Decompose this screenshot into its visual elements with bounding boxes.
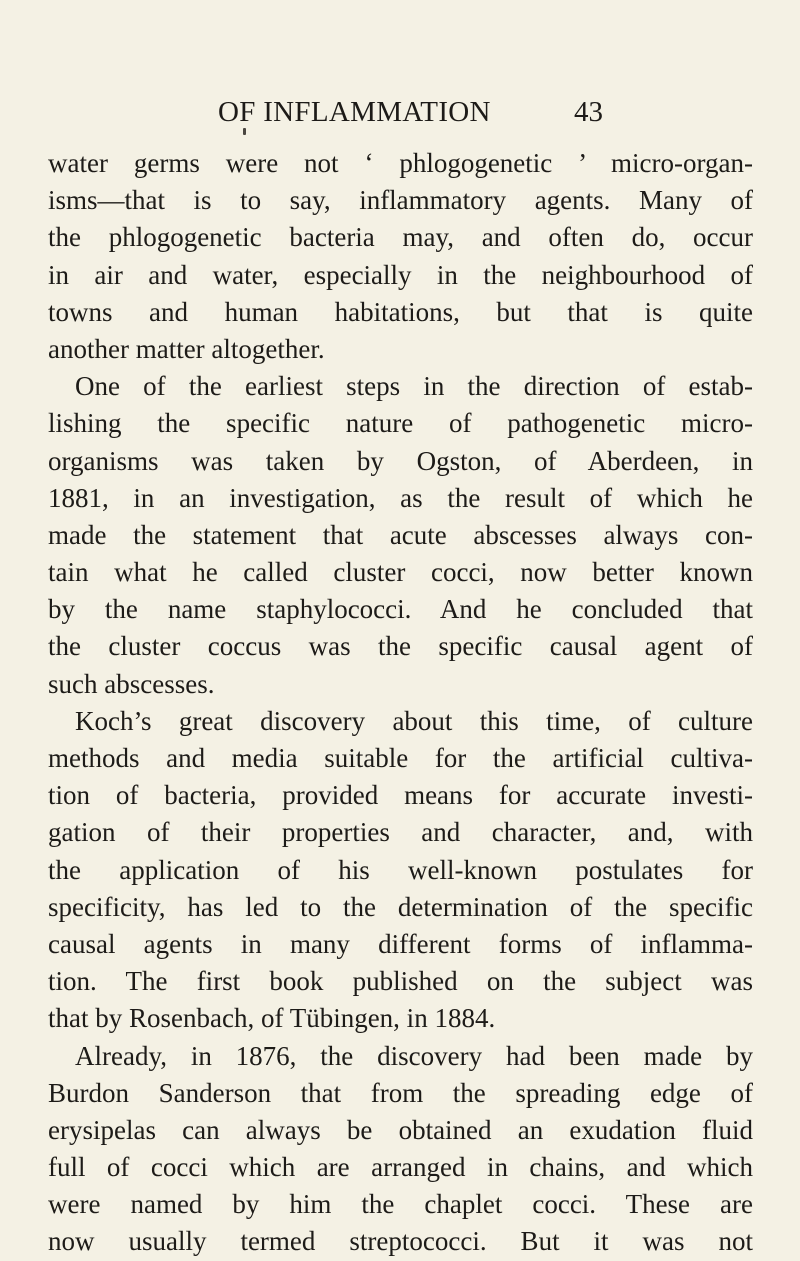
page-number: 43	[574, 96, 603, 128]
text-line: now usually termed streptococci. But it was not	[48, 1226, 753, 1257]
paragraph-start-line: Already, in 1876, the discovery had been made by	[75, 1040, 753, 1071]
text-line: tion. The first book published on the subject was	[48, 966, 753, 997]
text-line: that by Rosenbach, of Tübingen, in 1884.	[48, 1003, 496, 1034]
text-line: causal agents in many different forms of inflamma-	[48, 928, 753, 959]
text-line: organisms was taken by Ogston, of Aberdeen, in	[48, 445, 753, 476]
text-line: methods and media suitable for the artificial cultiva-	[48, 743, 753, 773]
text-line: 1881, in an investigation, as the result of which he	[48, 482, 753, 513]
text-line: in air and water, especially in the neighbourhood of	[48, 259, 753, 290]
text-line: were named by him the chaplet cocci. These are	[48, 1189, 753, 1220]
text-line: lishing the specific nature of pathogenetic micro-	[48, 408, 753, 439]
text-line: made the statement that acute abscesses always con-	[48, 519, 753, 550]
paragraph-start-line: One of the earliest steps in the direction of estab-	[75, 371, 753, 402]
text-line: the cluster coccus was the specific causal agent of	[48, 631, 753, 662]
text-line: by the name staphylococci. And he concluded that	[48, 594, 753, 625]
text-line: specificity, has led to the determination of the specific	[48, 891, 753, 922]
paragraph-start-line: Koch’s great discovery about this time, of culture	[75, 705, 753, 736]
page-header	[218, 96, 603, 140]
running-title: OF INFLAMMATION	[218, 96, 491, 128]
text-line: full of cocci which are arranged in chains, and which	[48, 1152, 753, 1183]
text-line: towns and human habitations, but that is quite	[48, 296, 753, 327]
body-text	[48, 145, 753, 1261]
text-line: the phlogogenetic bacteria may, and often do, occur	[48, 222, 753, 253]
ink-speck	[243, 128, 246, 135]
text-line: another matter altogether.	[48, 333, 325, 364]
text-line: such abscesses.	[48, 668, 215, 699]
text-line: erysipelas can always be obtained an exudation fluid	[48, 1114, 753, 1145]
text-line: the application of his well-known postulates for	[48, 854, 753, 885]
text-line: water germs were not ‘ phlogogenetic ’ micro-organ-	[48, 148, 753, 178]
text-line: tion of bacteria, provided means for accurate investi-	[48, 780, 753, 811]
text-line: tain what he called cluster cocci, now better known	[48, 557, 753, 588]
text-line: Burdon Sanderson that from the spreading edge of	[48, 1077, 753, 1108]
text-line: isms—that is to say, inflammatory agents. Many of	[48, 185, 753, 216]
text-line: gation of their properties and character, and, with	[48, 817, 753, 848]
